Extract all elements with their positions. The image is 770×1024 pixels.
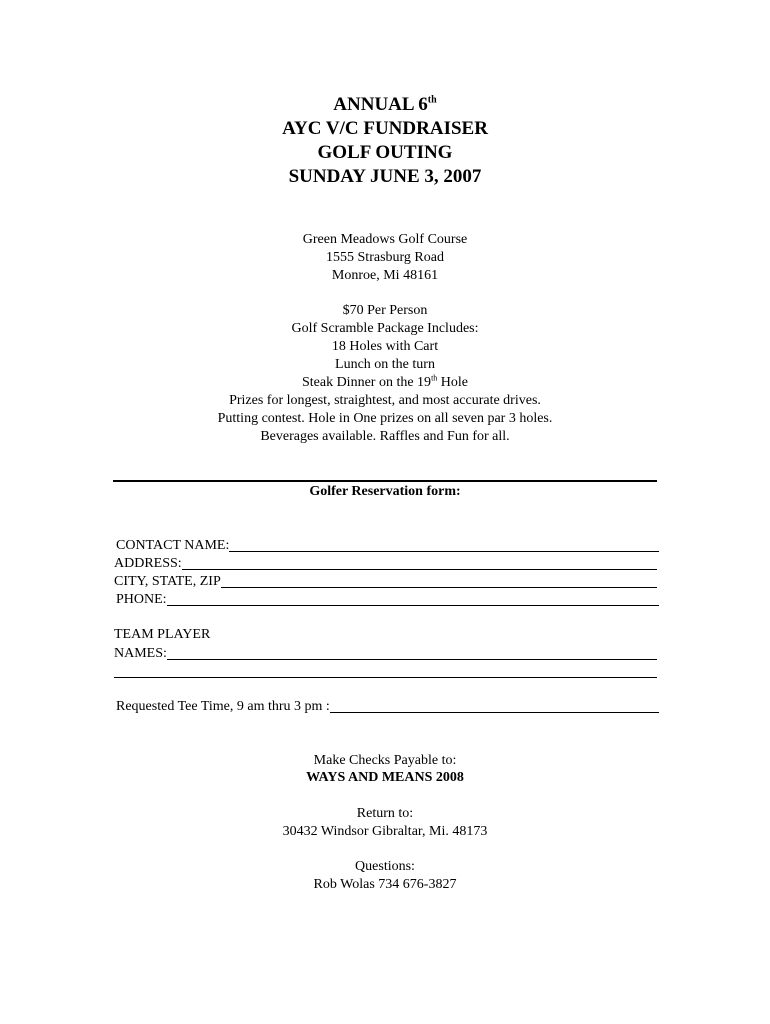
title-line-date: SUNDAY JUNE 3, 2007 xyxy=(288,166,482,187)
team-names-label: NAMES: xyxy=(114,646,167,661)
payee: WAYS AND MEANS 2008 xyxy=(306,770,464,785)
package-intro: Golf Scramble Package Includes: xyxy=(291,321,479,336)
city-state-zip-field[interactable] xyxy=(114,573,657,591)
team-names-extra-line[interactable] xyxy=(114,677,657,678)
contact-name-label: CONTACT NAME: xyxy=(116,538,230,553)
form-title: Golfer Reservation form: xyxy=(309,484,461,499)
return-label: Return to: xyxy=(356,806,414,821)
venue-name: Green Meadows Golf Course xyxy=(302,232,468,247)
return-address: 30432 Windsor Gibraltar, Mi. 48173 xyxy=(282,824,488,839)
tee-time-field[interactable] xyxy=(114,698,659,716)
phone-blank[interactable] xyxy=(167,591,659,606)
package-item-holes: 18 Holes with Cart xyxy=(331,339,439,354)
venue-block xyxy=(0,231,770,285)
event-title xyxy=(0,93,770,189)
contact-name-field[interactable] xyxy=(114,537,659,555)
title-line-annual: ANNUAL 6th xyxy=(333,94,437,115)
checks-label: Make Checks Payable to: xyxy=(313,753,457,768)
price: $70 Per Person xyxy=(342,303,428,318)
address-field[interactable] xyxy=(114,555,657,573)
address-label: ADDRESS: xyxy=(114,556,182,571)
city-state-zip-label: CITY, STATE, ZIP xyxy=(114,574,221,589)
phone-label: PHONE: xyxy=(116,592,167,607)
contact-name-blank[interactable] xyxy=(229,537,659,552)
tee-time-blank[interactable] xyxy=(330,698,659,713)
team-player-label: TEAM PLAYER xyxy=(114,627,211,642)
package-item-dinner: Steak Dinner on the 19th Hole xyxy=(301,373,469,390)
title-line-fundraiser: AYC V/C FUNDRAISER xyxy=(282,118,488,139)
questions-contact: Rob Wolas 734 676-3827 xyxy=(313,877,457,892)
venue-street: 1555 Strasburg Road xyxy=(326,250,444,265)
section-divider xyxy=(113,480,657,482)
address-blank[interactable] xyxy=(182,555,657,570)
package-block xyxy=(0,302,770,446)
questions-label: Questions: xyxy=(355,859,415,874)
tee-time-label: Requested Tee Time, 9 am thru 3 pm : xyxy=(116,699,330,714)
package-item-lunch: Lunch on the turn xyxy=(335,357,435,372)
city-state-zip-blank[interactable] xyxy=(221,573,657,588)
team-names-field[interactable] xyxy=(114,645,657,663)
package-item-putting: Putting contest. Hole in One prizes on all seven par 3 holes. xyxy=(217,411,553,426)
venue-city: Monroe, Mi 48161 xyxy=(331,268,439,283)
phone-field[interactable] xyxy=(114,591,659,609)
team-names-blank[interactable] xyxy=(167,645,657,660)
package-item-prizes: Prizes for longest, straightest, and most accurate drives. xyxy=(229,393,541,408)
package-item-beverages: Beverages available. Raffles and Fun for all. xyxy=(260,429,510,444)
title-line-outing: GOLF OUTING xyxy=(317,142,453,163)
